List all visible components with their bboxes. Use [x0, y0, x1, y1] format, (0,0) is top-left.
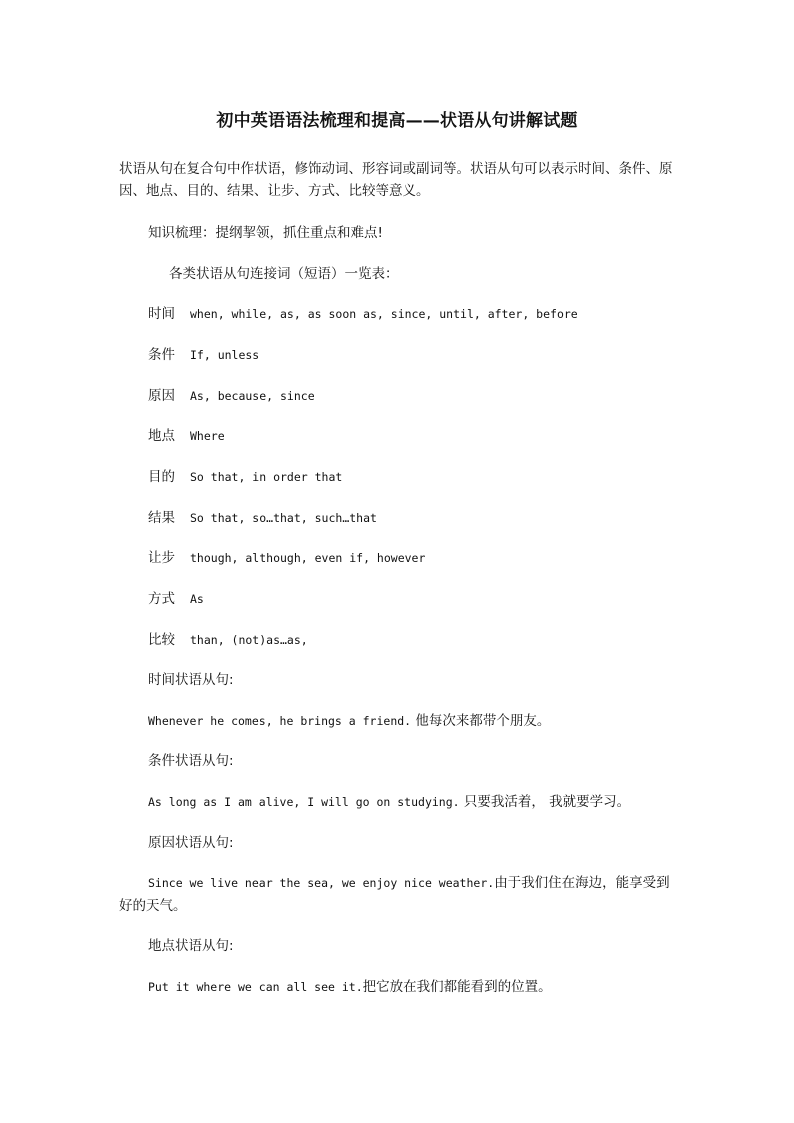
example-sentence	[148, 872, 670, 894]
example-sentence	[148, 976, 552, 998]
example-chinese: 他每次来都带个朋友。	[411, 713, 551, 729]
example-english: As long as I am alive, I will go on studying.	[148, 795, 460, 809]
knowledge-heading: 知识梳理：提纲挈领，抓住重点和难点!	[148, 225, 383, 241]
section-heading: 条件状语从句:	[148, 753, 234, 769]
connector-label: 原因	[148, 388, 175, 404]
section-heading: 时间状语从句:	[148, 672, 234, 688]
document-title: 初中英语语法梳理和提高——状语从句讲解试题	[216, 111, 578, 131]
connector-label: 目的	[148, 469, 175, 485]
example-english: Whenever he comes, he brings a friend.	[148, 714, 412, 728]
connector-row	[148, 466, 342, 488]
connector-row	[148, 547, 425, 569]
connector-label: 时间	[148, 306, 175, 322]
connector-row	[148, 385, 315, 407]
example-chinese: 只要我活着， 我就要学习。	[459, 794, 631, 810]
connector-row	[148, 344, 259, 366]
example-sentence	[148, 710, 550, 732]
intro-paragraph: 状语从句在复合句中作状语，修饰动词、形容词或副词等。状语从句可以表示时间、条件、原因、地点、目的、结果、让步、方式、比较等意义。	[119, 161, 673, 199]
connector-words: As, because, since	[190, 389, 315, 403]
table-caption: 各类状语从句连接词（短语）一览表：	[169, 266, 399, 282]
connector-label: 方式	[148, 591, 175, 607]
connector-words: As	[190, 592, 204, 606]
connector-row	[148, 629, 308, 651]
section-heading: 地点状语从句:	[148, 938, 234, 954]
connector-label: 条件	[148, 347, 175, 363]
connector-row	[148, 303, 578, 325]
example-english: Put it where we can all see it.	[148, 980, 363, 994]
connector-words: Where	[190, 429, 225, 443]
section-heading: 原因状语从句:	[148, 835, 234, 851]
example-chinese-continued: 好的天气。	[119, 898, 187, 914]
example-chinese: 把它放在我们都能看到的位置。	[362, 979, 552, 995]
connector-words: when, while, as, as soon as, since, until, after, before	[190, 307, 578, 321]
connector-row	[148, 425, 225, 447]
connector-words: though, although, even if, however	[190, 551, 426, 565]
connector-row	[148, 588, 204, 610]
connector-words: So that, in order that	[190, 470, 343, 484]
connector-words: than, (not)as…as,	[190, 633, 308, 647]
connector-label: 地点	[148, 428, 175, 444]
connector-label: 结果	[148, 510, 175, 526]
example-chinese: 由于我们住在海边，能享受到	[494, 875, 670, 891]
connector-words: So that, so…that, such…that	[190, 511, 377, 525]
connector-words: If, unless	[190, 348, 260, 362]
connector-row	[148, 507, 377, 529]
example-english: Since we live near the sea, we enjoy nice weather.	[148, 876, 495, 890]
connector-label: 比较	[148, 632, 175, 648]
connector-label: 让步	[148, 550, 175, 566]
example-sentence	[148, 791, 630, 813]
